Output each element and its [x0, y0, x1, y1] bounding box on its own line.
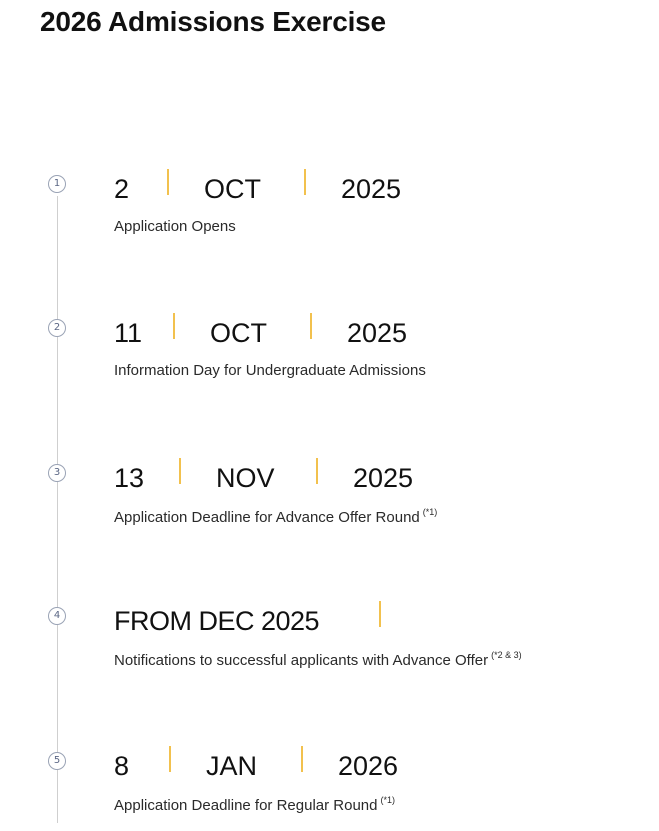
event-description-text: Information Day for Undergraduate Admissions: [114, 362, 426, 379]
date-separator: [310, 313, 312, 339]
event-description-text: Application Opens: [114, 218, 236, 235]
event-description-text: Application Deadline for Advance Offer Round: [114, 509, 420, 526]
timeline-item-information-day: [0, 318, 659, 398]
timeline-item-application-opens: [0, 174, 659, 254]
date-day: 13: [114, 463, 145, 493]
date-year: 2025: [341, 174, 402, 204]
step-number-icon: 2: [48, 319, 66, 337]
event-description: [114, 362, 426, 379]
event-description-text: Application Deadline for Regular Round: [114, 797, 378, 814]
event-description: [114, 507, 437, 526]
step-number-icon: 3: [48, 464, 66, 482]
page-title: 2026 Admissions Exercise: [40, 6, 386, 37]
date-month: OCT: [210, 318, 267, 348]
date-day: 2: [114, 174, 130, 204]
footnote-ref: (*2 & 3): [491, 650, 522, 660]
date-year: 2025: [347, 318, 408, 348]
date-day: 8: [114, 751, 130, 781]
date-separator: [304, 169, 306, 195]
footnote-ref: (*1): [380, 795, 396, 805]
step-number-icon: 4: [48, 607, 66, 625]
date-separator: [379, 601, 381, 627]
date-separator: [173, 313, 175, 339]
date-year: 2026: [338, 751, 399, 781]
date-text: FROM DEC 2025: [114, 606, 320, 636]
date-day: 11: [114, 318, 143, 348]
event-description-text: Notifications to successful applicants with Advance Offer: [114, 652, 489, 669]
date-month: NOV: [216, 463, 275, 493]
timeline-item-regular-round-deadline: [0, 751, 659, 831]
date-month: OCT: [204, 174, 261, 204]
timeline-item-advance-offer-notifications: [0, 606, 659, 686]
step-number-icon: 1: [48, 175, 66, 193]
event-description: [114, 795, 395, 814]
event-description: [114, 650, 522, 669]
date-separator: [169, 746, 171, 772]
step-number-icon: 5: [48, 752, 66, 770]
footnote-ref: (*1): [422, 507, 438, 517]
event-description: [114, 218, 236, 235]
timeline-item-advance-offer-deadline: [0, 463, 659, 543]
date-year: 2025: [353, 463, 414, 493]
date-month: JAN: [206, 751, 258, 781]
date-separator: [179, 458, 181, 484]
date-separator: [301, 746, 303, 772]
date-separator: [316, 458, 318, 484]
date-separator: [167, 169, 169, 195]
